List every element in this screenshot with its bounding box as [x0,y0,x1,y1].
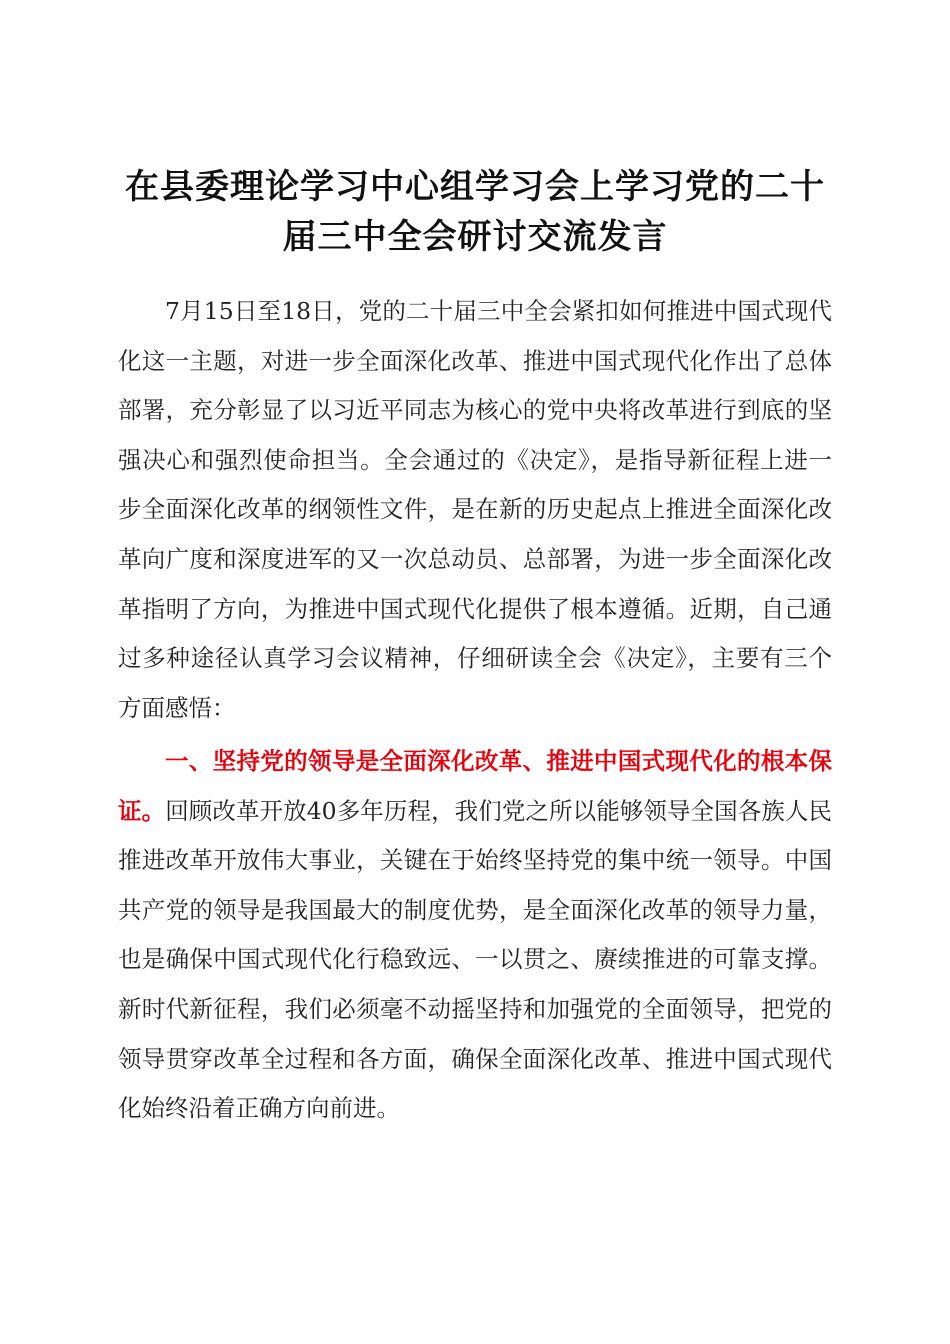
document-title [110,162,840,262]
title-line-2: 届三中全会研讨交流发言 [282,217,668,257]
title-line-1: 在县委理论学习中心组学习会上学习党的二十 [125,167,825,207]
section-1-heading: 一、坚持党的领导是全面深化改革、推进中国式现代化的根本保证。 [118,747,832,825]
section-1-body: 回顾改革开放40多年历程，我们党之所以能够领导全国各族人民推进改革开放伟大事业，关键在于始终坚持党的集中统一领导。中国共产党的领导是我国最大的制度优势，是全面深化改革的领导力量，也是确保中国式现代化行稳致远、一以贯之、赓续推进的可靠支撑。新时代新征程，我们必须毫不动摇坚持和加强党的全面领导，把党的领导贯穿改革全过程和各方面，确保全面深化改革、推进中国式现代化始终沿着正确方向前进。 [118,796,833,1123]
intro-paragraph: 7月15日至18日，党的二十届三中全会紧扣如何推进中国式现代化这一主题，对进一步全面深化改革、推进中国式现代化作出了总体部署，充分彰显了以习近平同志为核心的党中央将改革进行到底的坚强决心和强烈使命担当。全会通过的《决定》，是指导新征程上进一步全面深化改革的纲领性文件，是在新的历史起点上推进全面深化改革向广度和深度进军的又一次总动员、总部署，为进一步全面深化改革指明了方向，为推进中国式现代化提供了根本遵循。近期，自己通过多种途径认真学习会议精神，仔细研读全会《决定》，主要有三个方面感悟： [118,297,832,722]
section-1-paragraph [118,737,832,1134]
